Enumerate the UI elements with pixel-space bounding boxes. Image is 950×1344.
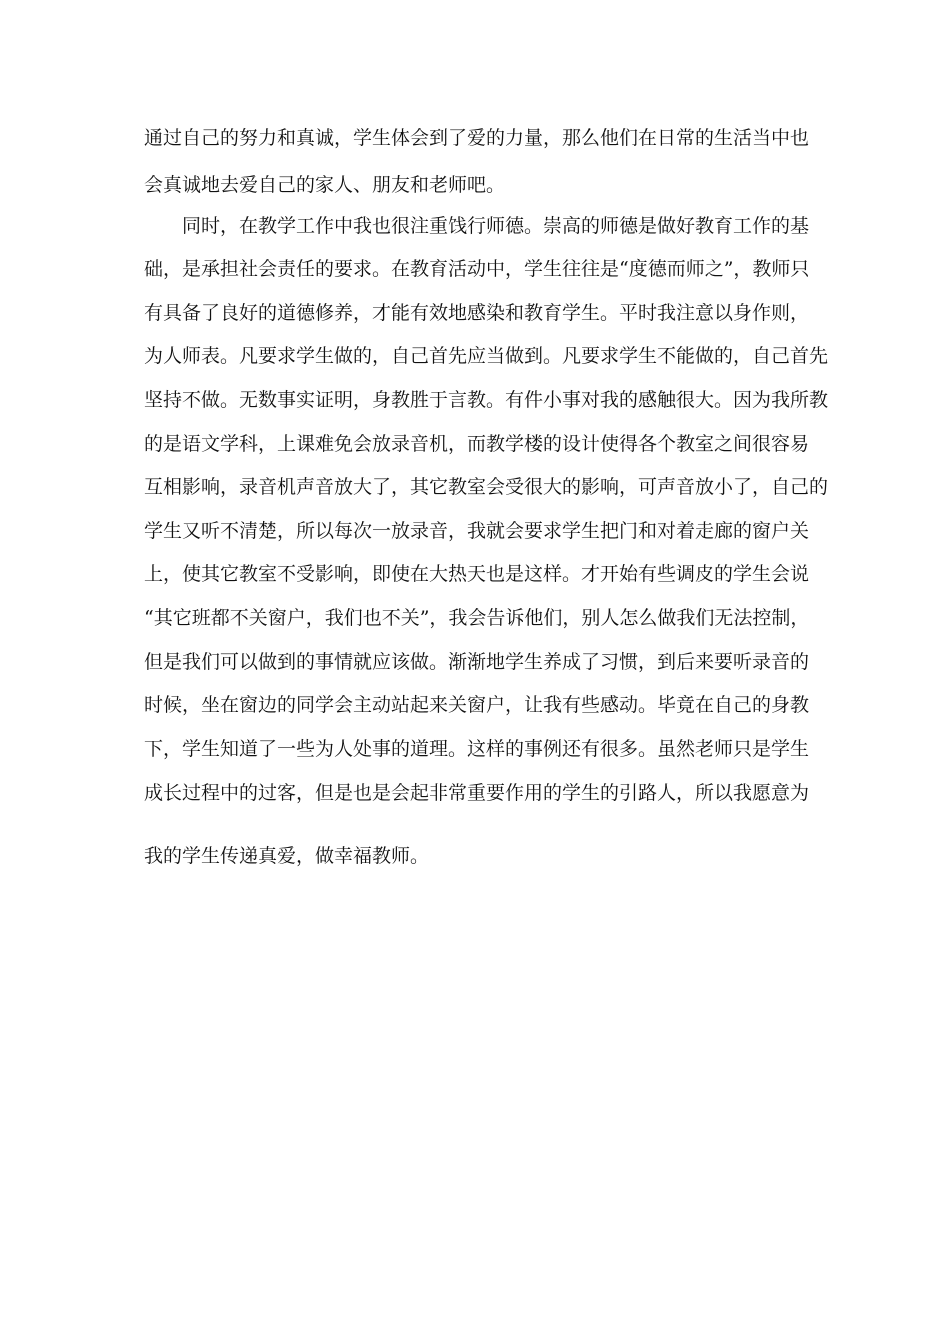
text-line-11: 上，使其它教室不受影响，即使在大热天也是这样。才开始有些调皮的学生会说: [144, 563, 810, 585]
text-line-4: 础，是承担社会责任的要求。在教育活动中，学生往往是“度德而师之”，教师只: [144, 258, 810, 280]
text-line-5: 有具备了良好的道德修养，才能有效地感染和教育学生。平时我注意以身作则，: [144, 302, 810, 324]
text-line-7: 坚持不做。无数事实证明，身教胜于言教。有件小事对我的感触很大。因为我所教: [144, 389, 829, 411]
text-line-3: 同时，在教学工作中我也很注重饯行师德。崇高的师德是做好教育工作的基: [182, 215, 810, 237]
text-line-17: 我的学生传递真爱，做幸福教师。: [144, 845, 430, 867]
text-line-6: 为人师表。凡要求学生做的，自己首先应当做到。凡要求学生不能做的，自己首先: [144, 345, 829, 367]
text-line-2: 会真诚地去爱自己的家人、朋友和老师吧。: [144, 174, 506, 196]
text-line-8: 的是语文学科，上课难免会放录音机，而教学楼的设计使得各个教室之间很容易: [144, 433, 810, 455]
text-line-9: 互相影响，录音机声音放大了，其它教室会受很大的影响，可声音放小了，自己的: [144, 476, 829, 498]
text-line-10: 学生又听不清楚，所以每次一放录音，我就会要求学生把门和对着走廊的窗户关: [144, 520, 810, 542]
text-line-14: 时候，坐在窗边的同学会主动站起来关窗户，让我有些感动。毕竟在自己的身教: [144, 694, 810, 716]
text-line-16: 成长过程中的过客，但是也是会起非常重要作用的学生的引路人，所以我愿意为: [144, 782, 810, 804]
text-line-15: 下，学生知道了一些为人处事的道理。这样的事例还有很多。虽然老师只是学生: [144, 738, 810, 760]
text-line-13: 但是我们可以做到的事情就应该做。渐渐地学生养成了习惯，到后来要听录音的: [144, 651, 810, 673]
text-line-1: 通过自己的努力和真诚，学生体会到了爱的力量，那么他们在日常的生活当中也: [144, 127, 810, 149]
text-line-12: “其它班都不关窗户，我们也不关”，我会告诉他们，别人怎么做我们无法控制，: [144, 607, 810, 629]
